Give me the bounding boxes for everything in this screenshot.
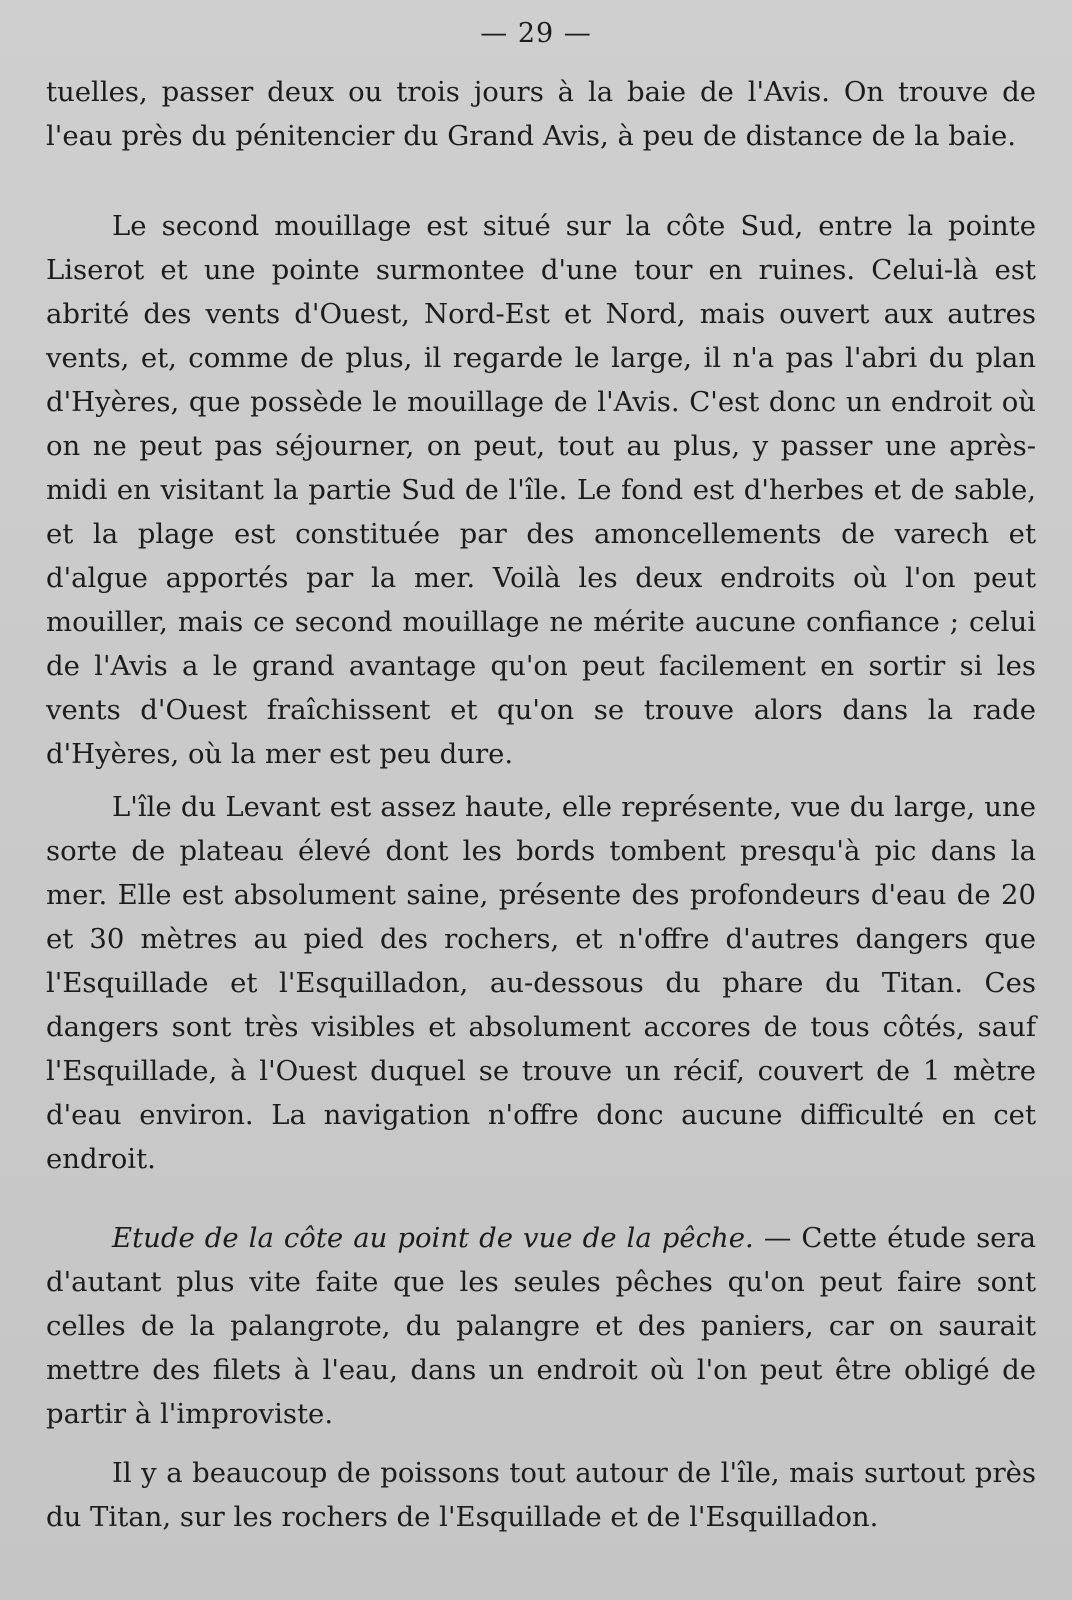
paragraph-fishing-study — [46, 1216, 1036, 1436]
section-heading-text: — Cette étude sera d'autant plus vite faite que les seules pêches qu'on peut faire sont celles de la palangrote, du palangre et des paniers, car on saurait mettre des filets à l'eau, dans un endroit où l'on peut être obligé de partir à l'improviste. — [46, 1222, 1036, 1430]
section-heading: Etude de la côte au point de vue de la pêche. — [112, 1222, 754, 1254]
paragraph-ile-du-levant: L'île du Levant est assez haute, elle représente, vue du large, une sorte de plateau élevé dont les bords tombent presqu'à pic dans la mer. Elle est absolument saine, présente des profondeurs d'eau de 20 et 30 mètres au pied des rochers, et n'offre d'autres dangers que l'Esquillade et l'Esquilladon, au-dessous du phare du Titan. Ces dangers sont très visibles et absolument accores de tous côtés, sauf l'Esquillade, à l'Ouest duquel se trouve un récif, couvert de 1 mètre d'eau environ. La navigation n'offre donc aucune difficulté en cet endroit. — [46, 791, 1036, 1175]
paragraph-fish-around-island: Il y a beaucoup de poissons tout autour de l'île, mais surtout près du Titan, sur les rochers de l'Esquillade et de l'Esquilladon. — [46, 1457, 1036, 1533]
page-number: — 29 — — [480, 18, 592, 49]
paragraph-second-anchorage: Le second mouillage est situé sur la côte Sud, entre la pointe Liserot et une pointe surmontee d'une tour en ruines. Celui-là est abrité des vents d'Ouest, Nord-Est et Nord, mais ouvert aux autres vents, et, comme de plus, il regarde le large, il n'a pas l'abri du plan d'Hyères, que possède le mouillage de l'Avis. C'est donc un endroit où on ne peut pas séjourner, on peut, tout au plus, y passer une après-midi en visitant la partie Sud de l'île. Le fond est d'herbes et de sable, et la plage est constituée par des amoncellements de varech et d'algue apportés par la mer. Voilà les deux endroits où l'on peut mouiller, mais ce second mouillage ne mérite aucune confiance ; celui de l'Avis a le grand avantage qu'on peut facilement en sortir si les vents d'Ouest fraîchissent et qu'on se trouve alors dans la rade d'Hyères, où la mer est peu dure. — [46, 210, 1036, 770]
paragraph-continued: tuelles, passer deux ou trois jours à la baie de l'Avis. On trouve de l'eau près du pénitencier du Grand Avis, à peu de distance de la baie. — [46, 76, 1036, 152]
